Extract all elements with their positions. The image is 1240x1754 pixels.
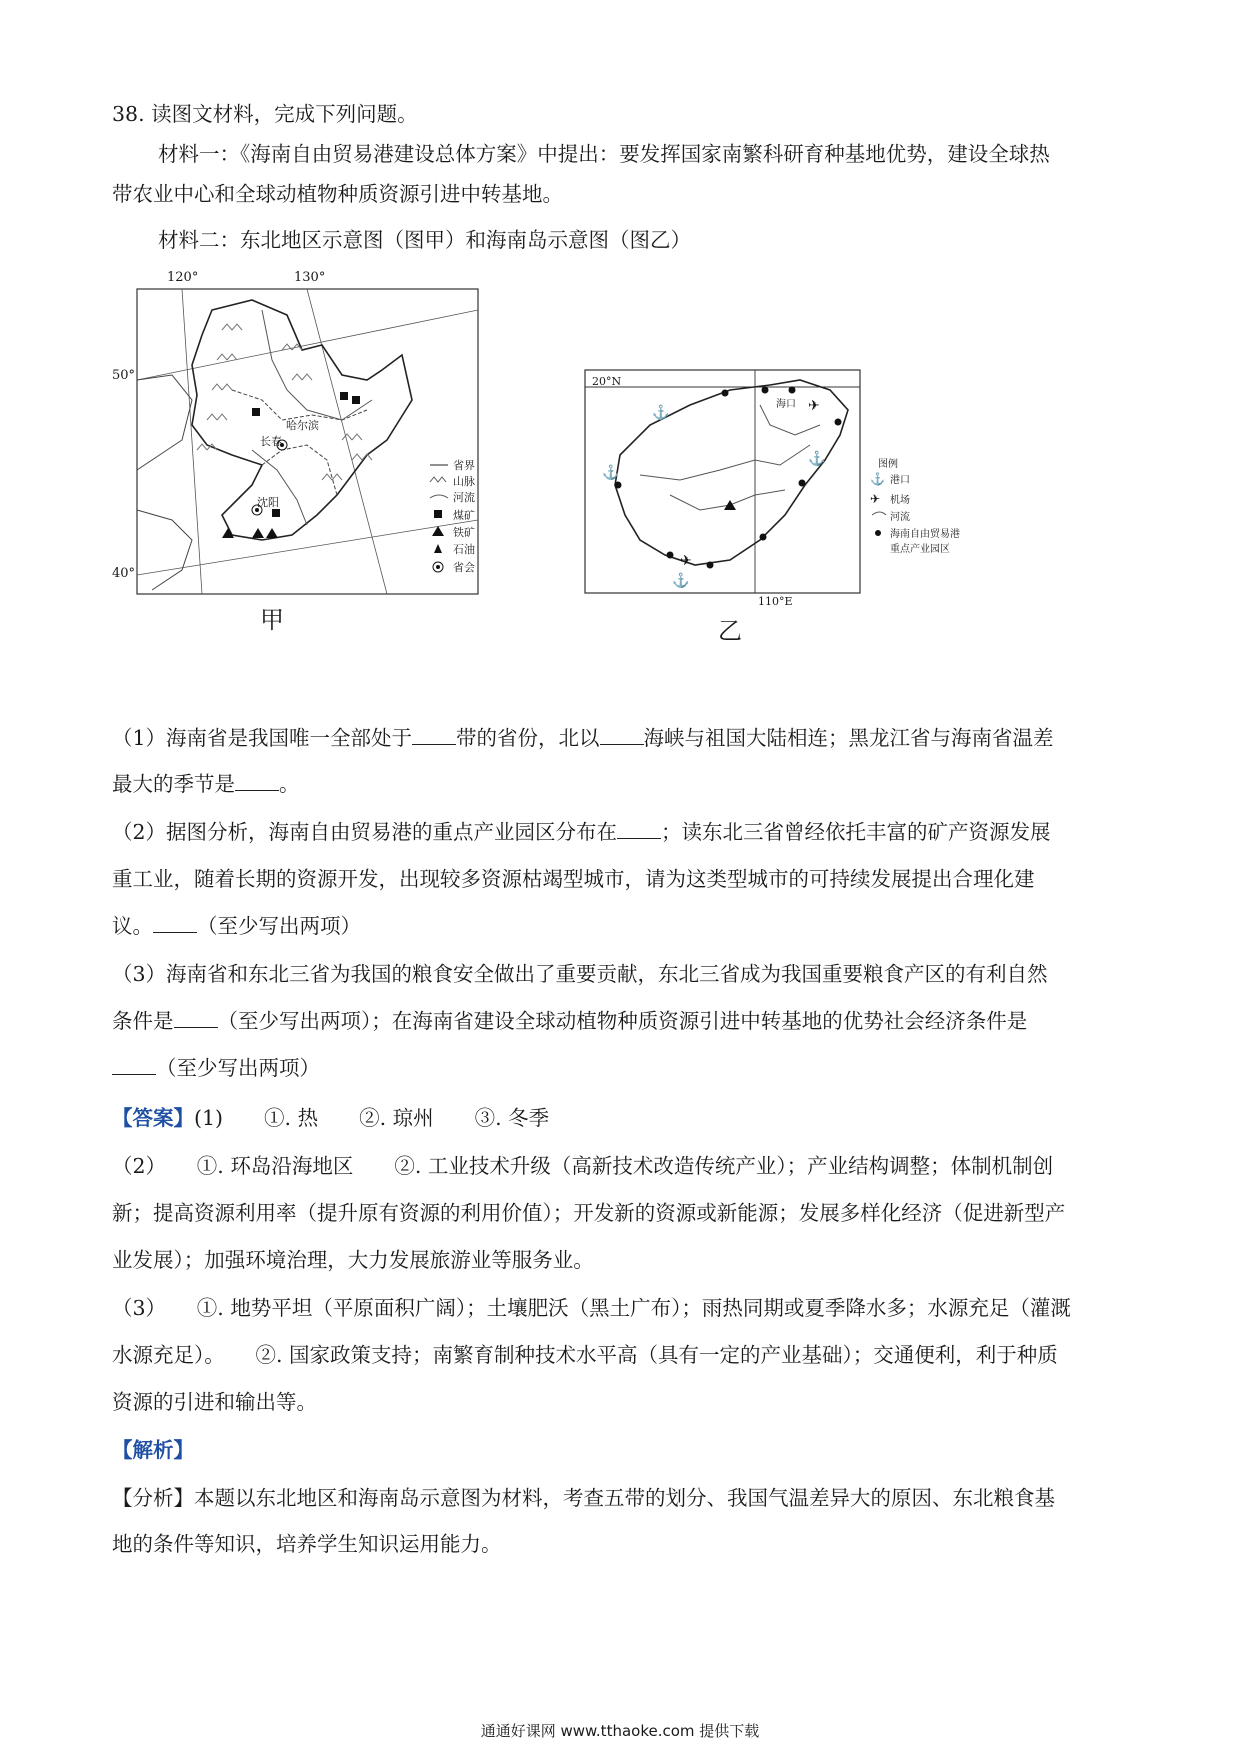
q3-part-c: （至少写出两项）；在海南省建设全球动植物种质资源引进中转基地的优势社会经济条件是 — [217, 1009, 1028, 1033]
answer-3-line1: （3） ①. 地势平坦（平原面积广阔）；土壤肥沃（黑土广布）；雨热同期或夏季降水多；水源充足（灌溉 — [112, 1296, 1071, 1320]
lat-50-label: 50° — [112, 368, 136, 383]
map-jia — [112, 270, 507, 634]
legend-river: 河流 — [453, 491, 475, 504]
analysis-line1 — [112, 1484, 1055, 1512]
footer: 通通好课网 www.tthaoke.com 提供下载 — [480, 1722, 760, 1740]
legend-airport: 机场 — [890, 495, 910, 506]
legend-ftp: 海南自由贸易港 — [890, 529, 960, 540]
legend-title: 图例 — [878, 459, 898, 470]
legend-coal: 煤矿 — [453, 509, 475, 522]
svg-text:⚓: ⚓ — [672, 573, 690, 589]
q1-part-d: 最大的季节是 — [112, 772, 235, 796]
svg-text:✈: ✈ — [808, 398, 820, 414]
fenxi-text-1: 本题以东北地区和海南岛示意图为材料，考查五带的划分、我国气温差异大的原因、东北粮食基 — [194, 1486, 1055, 1510]
sub-question-3-cont — [112, 1007, 1027, 1035]
answer-2-line3: 业发展）；加强环境治理，大力发展旅游业等服务业。 — [112, 1248, 594, 1272]
q1-part-a: （1）海南省是我国唯一全部处于 — [112, 726, 413, 750]
svg-text:⚓: ⚓ — [870, 472, 885, 486]
q2-blank-1[interactable] — [617, 820, 661, 839]
q3-blank-2[interactable] — [112, 1056, 156, 1075]
answer-tag: 【答案】 — [112, 1106, 194, 1130]
legend-mountain: 山脉 — [453, 475, 475, 488]
answer-2-line2: 新；提高资源利用率（提升原有资源的利用价值）；开发新的资源或新能源；发展多样化经济（促进新型产 — [112, 1201, 1066, 1225]
q2-part-b: ；读东北三省曾经依托丰富的矿产资源发展 — [661, 820, 1051, 844]
q1-blank-3[interactable] — [235, 772, 279, 791]
answer-line-1 — [112, 1104, 549, 1132]
material-one-line2: 带农业中心和全球动植物种质资源引进中转基地。 — [112, 182, 563, 206]
material-two: 材料二：东北地区示意图（图甲）和海南岛示意图（图乙） — [158, 228, 691, 252]
answer-3-line2: 水源充足）。 ②. 国家政策支持；南繁育制种技术水平高（具有一定的产业基础）；交通便利，利于种质 — [112, 1343, 1058, 1367]
svg-text:✈: ✈ — [680, 553, 692, 569]
sub-question-1-cont — [112, 770, 300, 798]
q3-part-d: （至少写出两项） — [156, 1056, 320, 1080]
svg-text:⚓: ⚓ — [808, 451, 826, 467]
lon-120-label: 120° — [167, 270, 199, 285]
q1-blank-2[interactable] — [600, 726, 644, 745]
svg-text:✈: ✈ — [870, 492, 881, 506]
legend-park: 重点产业园区 — [890, 544, 950, 555]
svg-text:⚓: ⚓ — [652, 405, 670, 421]
sub-question-1 — [112, 724, 1054, 752]
q1-blank-1[interactable] — [412, 726, 456, 745]
sub-question-3-cont2 — [112, 1054, 320, 1082]
q2-blank-2[interactable] — [153, 914, 197, 933]
caption-jia: 甲 — [260, 606, 284, 634]
legend-river: 河流 — [890, 512, 910, 523]
city-harbin: 哈尔滨 — [286, 419, 319, 432]
svg-text:⚓: ⚓ — [602, 465, 620, 481]
map-yi — [580, 365, 980, 645]
caption-yi: 乙 — [718, 617, 742, 645]
city-haikou: 海口 — [776, 399, 796, 410]
city-shenyang: 沈阳 — [257, 496, 279, 509]
legend-oil: 石油 — [453, 543, 475, 556]
sub-question-2-cont — [112, 912, 361, 940]
lat-40-label: 40° — [112, 566, 136, 581]
sub-question-2 — [112, 818, 1051, 846]
q3-blank-1[interactable] — [174, 1009, 218, 1028]
q1-part-e: 。 — [279, 772, 300, 796]
legend-capital: 省会 — [453, 561, 475, 574]
fenxi-tag: 【分析】 — [112, 1486, 194, 1510]
q2-part-e: （至少写出两项） — [197, 914, 361, 938]
answer-2-line1: （2） ①. 环岛沿海地区 ②. 工业技术升级（高新技术改造传统产业）；产业结构调整；体制机制创 — [112, 1154, 1054, 1178]
q3-part-b: 条件是 — [112, 1009, 174, 1033]
q1-part-b: 带的省份，北以 — [456, 726, 600, 750]
q2-part-a: （2）据图分析，海南自由贸易港的重点产业园区分布在 — [112, 820, 618, 844]
legend-port: 港口 — [890, 475, 910, 486]
q2-part-c: 重工业，随着长期的资源开发，出现较多资源枯竭型城市，请为这类型城市的可持续发展提出合理化建 — [112, 867, 1035, 891]
q3-part-a: （3）海南省和东北三省为我国的粮食安全做出了重要贡献，东北三省成为我国重要粮食产区的有利自然 — [112, 962, 1048, 986]
lat-20n-label: 20°N — [592, 375, 622, 388]
legend-iron: 铁矿 — [453, 526, 475, 539]
northeast-map-svg — [112, 270, 507, 630]
lon-130-label: 130° — [294, 270, 326, 285]
question-title: 38. 读图文材料，完成下列问题。 — [112, 102, 418, 126]
q1-part-c: 海峡与祖国大陆相连；黑龙江省与海南省温差 — [643, 726, 1054, 750]
city-changchun: 长春 — [260, 435, 282, 448]
material-one-line1: 材料一：《海南自由贸易港建设总体方案》中提出：要发挥国家南繁科研育种基地优势，建设全球热 — [158, 142, 1050, 166]
fenxi-text-2: 地的条件等知识，培养学生知识运用能力。 — [112, 1532, 502, 1556]
answer-1: (1) ①. 热 ②. 琼州 ③. 冬季 — [194, 1106, 550, 1130]
legend-province-border: 省界 — [453, 459, 475, 472]
analysis-tag: 【解析】 — [112, 1438, 194, 1462]
q2-part-d: 议。 — [112, 914, 153, 938]
answer-3-line3: 资源的引进和输出等。 — [112, 1390, 317, 1414]
lon-110e-label: 110°E — [758, 595, 793, 608]
